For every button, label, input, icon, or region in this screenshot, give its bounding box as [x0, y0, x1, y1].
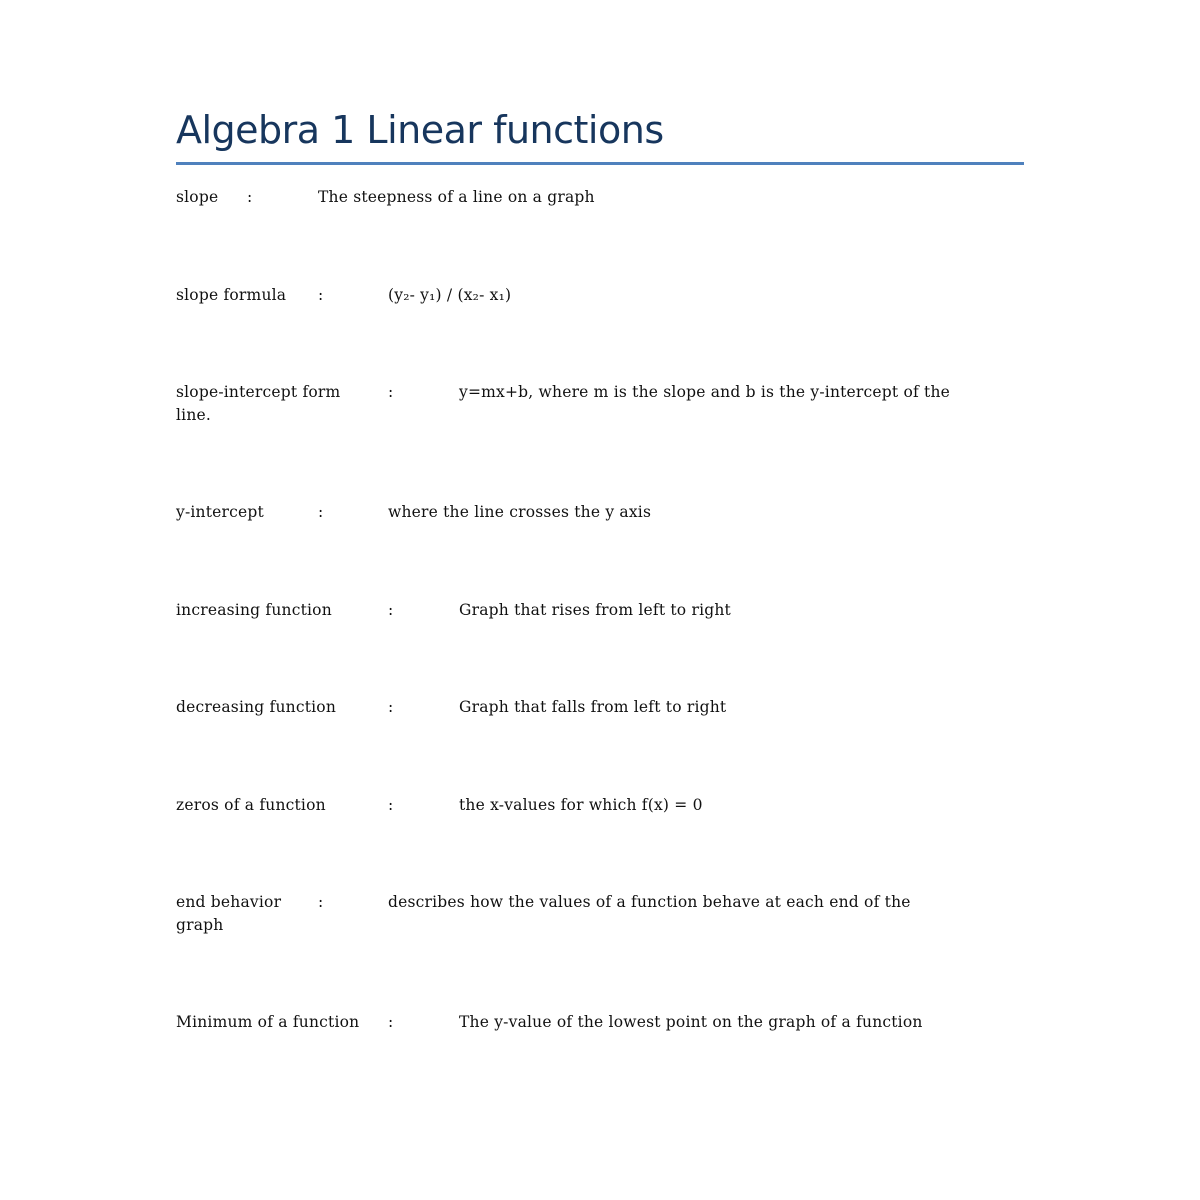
entry-term: increasing function	[176, 601, 332, 619]
entry-term: decreasing function	[176, 698, 337, 716]
entry-colon: :	[388, 601, 394, 619]
entry-colon: :	[247, 188, 253, 206]
entry-term: y-intercept	[176, 503, 264, 521]
entry-definition: (y₂- y₁) / (x₂- x₁)	[388, 286, 512, 304]
entry-definition: describes how the values of a function behave at each end of the	[388, 893, 911, 911]
entry-definition: Graph that falls from left to right	[459, 698, 727, 716]
entry-colon: :	[388, 383, 394, 401]
entry-definition: The steepness of a line on a graph	[318, 188, 595, 206]
entry-colon: :	[388, 698, 394, 716]
entry-definition: The y-value of the lowest point on the graph of a function	[459, 1013, 923, 1031]
entry-term: zeros of a function	[176, 796, 326, 814]
entry-definition: the x-values for which f(x) = 0	[459, 796, 703, 814]
entry-colon: :	[318, 286, 324, 304]
entry-term: Minimum of a function	[176, 1013, 360, 1031]
entry-definition-continued: graph	[176, 916, 224, 934]
document-title: Algebra 1 Linear functions	[176, 108, 664, 152]
entry-term: end behavior	[176, 893, 282, 911]
entry-term: slope formula	[176, 286, 287, 304]
entry-term: slope	[176, 188, 219, 206]
entry-colon: :	[318, 893, 324, 911]
entry-colon: :	[318, 503, 324, 521]
entry-colon: :	[388, 796, 394, 814]
entry-colon: :	[388, 1013, 394, 1031]
entry-definition-continued: line.	[176, 406, 211, 424]
entry-definition: Graph that rises from left to right	[459, 601, 731, 619]
entry-definition: where the line crosses the y axis	[388, 503, 652, 521]
entry-term: slope-intercept form	[176, 383, 341, 401]
entry-definition: y=mx+b, where m is the slope and b is the y-intercept of the	[459, 383, 951, 401]
title-underline	[176, 162, 1024, 165]
